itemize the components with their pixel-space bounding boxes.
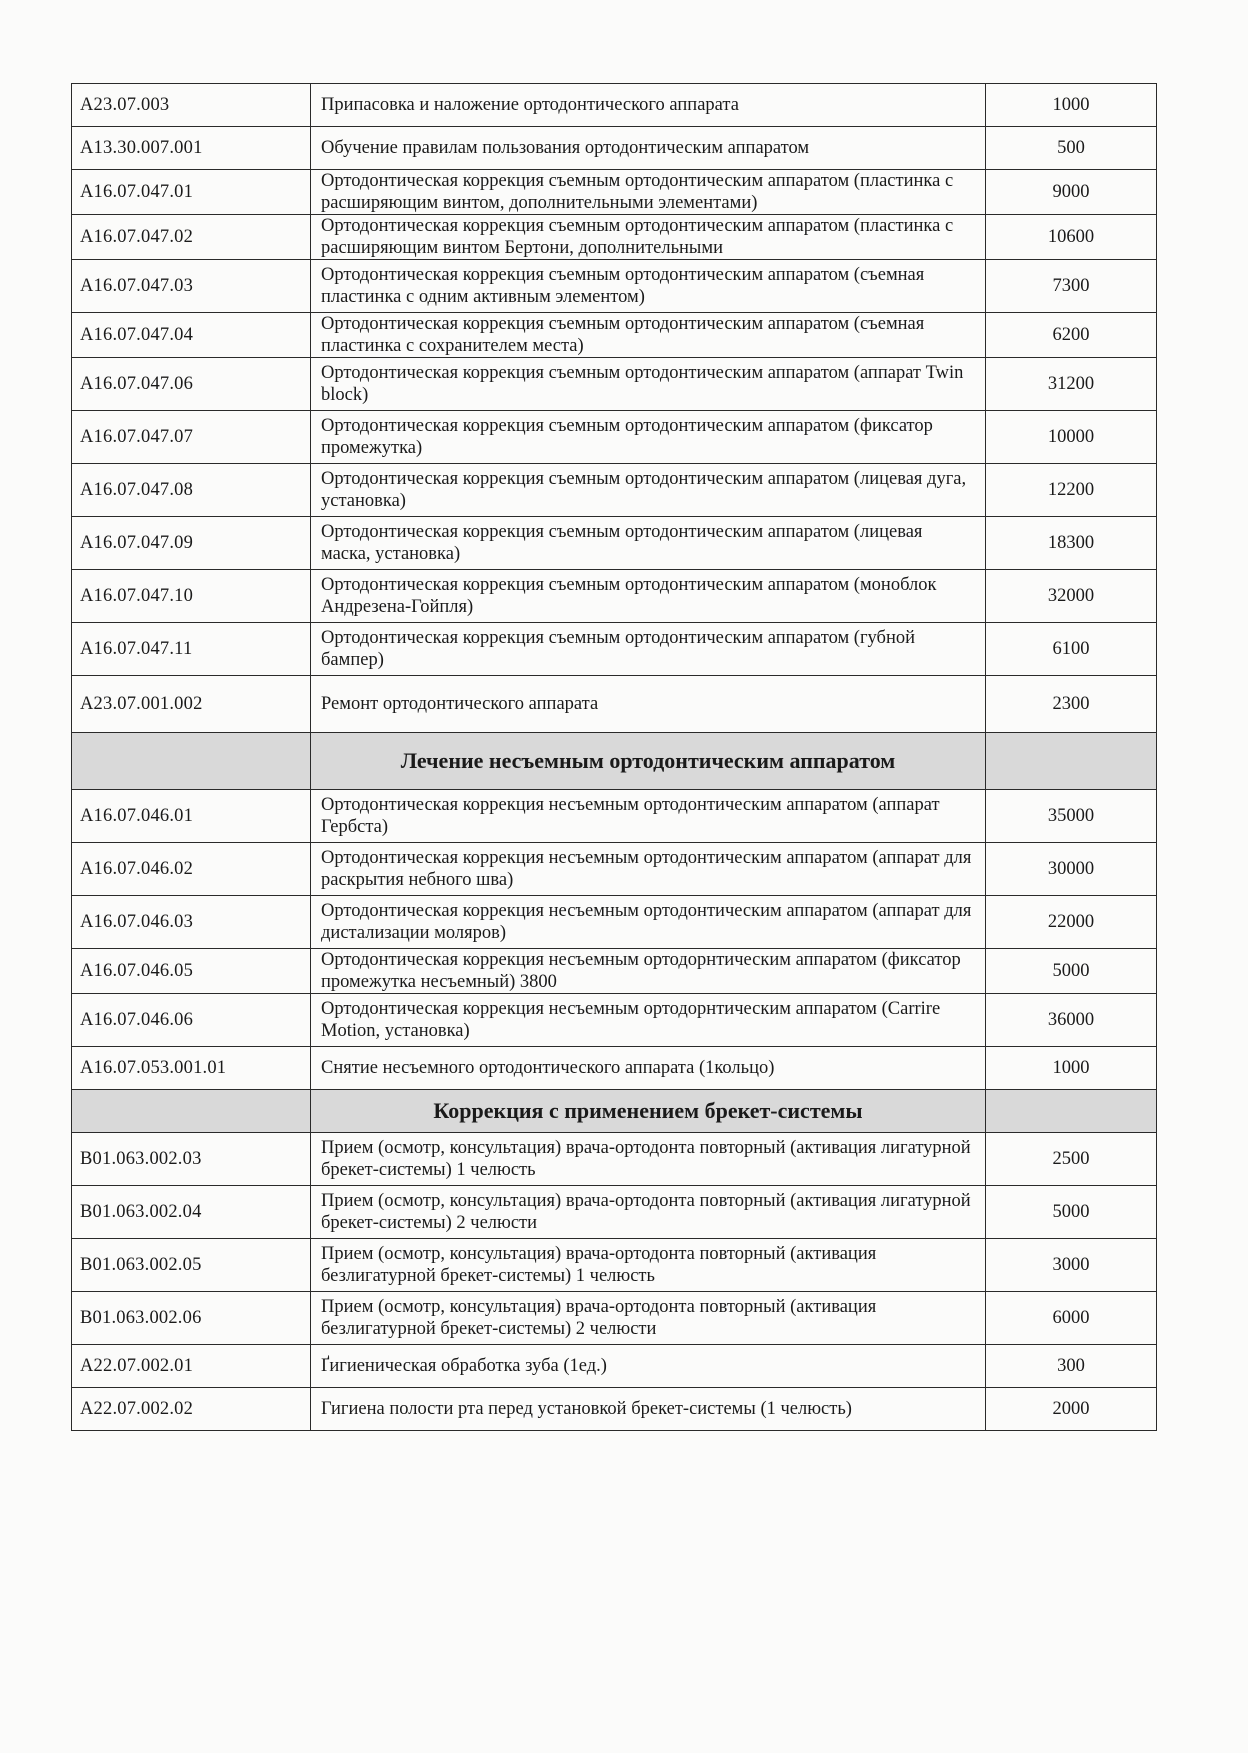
table-row bbox=[72, 949, 1157, 994]
service-price: 12200 bbox=[986, 464, 1157, 517]
table-row bbox=[72, 464, 1157, 517]
table-row bbox=[72, 260, 1157, 313]
table-row bbox=[72, 1133, 1157, 1186]
service-price: 10600 bbox=[986, 215, 1157, 260]
service-name: Ортодонтическая коррекция несъемным ортодонтическим аппаратом (аппарат для раскрытия небного шва) bbox=[311, 843, 986, 896]
table-row bbox=[72, 1186, 1157, 1239]
service-code: A16.07.047.04 bbox=[72, 313, 311, 358]
service-price: 2300 bbox=[986, 676, 1157, 733]
section-header-row bbox=[72, 733, 1157, 790]
section-price-cell bbox=[986, 1090, 1157, 1133]
table-row bbox=[72, 215, 1157, 260]
table-row bbox=[72, 1047, 1157, 1090]
service-price: 7300 bbox=[986, 260, 1157, 313]
service-name: Гигиена полости рта перед установкой брекет-системы (1 челюсть) bbox=[311, 1388, 986, 1431]
table-row bbox=[72, 843, 1157, 896]
table-row bbox=[72, 1239, 1157, 1292]
service-name: Прием (осмотр, консультация) врача-ортодонта повторный (активация лигатурной брекет-системы) 1 челюсть bbox=[311, 1133, 986, 1186]
table-row bbox=[72, 84, 1157, 127]
table-row bbox=[72, 570, 1157, 623]
service-code: B01.063.002.04 bbox=[72, 1186, 311, 1239]
table-row bbox=[72, 994, 1157, 1047]
service-code: A16.07.046.02 bbox=[72, 843, 311, 896]
service-price: 2500 bbox=[986, 1133, 1157, 1186]
service-price: 500 bbox=[986, 127, 1157, 170]
service-code: A16.07.053.001.01 bbox=[72, 1047, 311, 1090]
table-row bbox=[72, 1388, 1157, 1431]
table-row bbox=[72, 170, 1157, 215]
service-name: Ортодонтическая коррекция съемным ортодонтическим аппаратом (пластинка с расширяющим винтом Бертони, дополнительными bbox=[311, 215, 986, 260]
section-code-cell bbox=[72, 1090, 311, 1133]
service-code: A22.07.002.02 bbox=[72, 1388, 311, 1431]
service-price: 32000 bbox=[986, 570, 1157, 623]
service-name: Ортодонтическая коррекция съемным ортодонтическим аппаратом (губной бампер) bbox=[311, 623, 986, 676]
service-name: Ортодонтическая коррекция съемным ортодонтическим аппаратом (лицевая дуга, установка) bbox=[311, 464, 986, 517]
section-code-cell bbox=[72, 733, 311, 790]
price-list-body bbox=[72, 84, 1157, 1431]
service-name: Ортодонтическая коррекция несъемным ортодорнтическим аппаратом (фиксатор промежутка несъемный) 3800 bbox=[311, 949, 986, 994]
service-code: A16.07.047.01 bbox=[72, 170, 311, 215]
service-code: A13.30.007.001 bbox=[72, 127, 311, 170]
table-row bbox=[72, 411, 1157, 464]
service-code: A22.07.002.01 bbox=[72, 1345, 311, 1388]
service-price: 6100 bbox=[986, 623, 1157, 676]
table-row bbox=[72, 790, 1157, 843]
service-price: 6200 bbox=[986, 313, 1157, 358]
service-name: Ортодонтическая коррекция съемным ортодонтическим аппаратом (съемная пластинка с сохранителем места) bbox=[311, 313, 986, 358]
service-name: Припасовка и наложение ортодонтического аппарата bbox=[311, 84, 986, 127]
service-name: Ортодонтическая коррекция несъемным ортодорнтическим аппаратом (Carrire Motion, установка) bbox=[311, 994, 986, 1047]
table-row bbox=[72, 127, 1157, 170]
service-name: Прием (осмотр, консультация) врача-ортодонта повторный (активация лигатурной брекет-системы) 2 челюсти bbox=[311, 1186, 986, 1239]
service-price: 9000 bbox=[986, 170, 1157, 215]
service-code: A16.07.047.09 bbox=[72, 517, 311, 570]
section-title: Коррекция с применением брекет-системы bbox=[311, 1090, 986, 1133]
service-price: 22000 bbox=[986, 896, 1157, 949]
service-name: Прием (осмотр, консультация) врача-ортодонта повторный (активация безлигатурной брекет-системы) 2 челюсти bbox=[311, 1292, 986, 1345]
section-title: Лечение несъемным ортодонтическим аппаратом bbox=[311, 733, 986, 790]
table-row bbox=[72, 896, 1157, 949]
service-code: A16.07.047.07 bbox=[72, 411, 311, 464]
service-name: Снятие несъемного ортодонтического аппарата (1кольцо) bbox=[311, 1047, 986, 1090]
service-price: 36000 bbox=[986, 994, 1157, 1047]
service-name: Ремонт ортодонтического аппарата bbox=[311, 676, 986, 733]
service-price: 18300 bbox=[986, 517, 1157, 570]
table-row bbox=[72, 1292, 1157, 1345]
service-code: A23.07.001.002 bbox=[72, 676, 311, 733]
service-price: 1000 bbox=[986, 1047, 1157, 1090]
service-name: Ортодонтическая коррекция несъемным ортодонтическим аппаратом (аппарат Гербста) bbox=[311, 790, 986, 843]
service-name: Ортодонтическая коррекция несъемным ортодонтическим аппаратом (аппарат для дистализации моляров) bbox=[311, 896, 986, 949]
service-price: 300 bbox=[986, 1345, 1157, 1388]
service-price: 35000 bbox=[986, 790, 1157, 843]
service-name: Ортодонтическая коррекция съемным ортодонтическим аппаратом (моноблок Андрезена-Гойпля) bbox=[311, 570, 986, 623]
service-name: Прием (осмотр, консультация) врача-ортодонта повторный (активация безлигатурной брекет-системы) 1 челюсть bbox=[311, 1239, 986, 1292]
service-code: B01.063.002.05 bbox=[72, 1239, 311, 1292]
table-row bbox=[72, 676, 1157, 733]
service-code: A16.07.047.03 bbox=[72, 260, 311, 313]
service-price: 5000 bbox=[986, 1186, 1157, 1239]
price-list-table bbox=[71, 83, 1157, 1431]
service-code: B01.063.002.06 bbox=[72, 1292, 311, 1345]
service-code: B01.063.002.03 bbox=[72, 1133, 311, 1186]
service-code: A16.07.046.05 bbox=[72, 949, 311, 994]
service-price: 6000 bbox=[986, 1292, 1157, 1345]
service-price: 30000 bbox=[986, 843, 1157, 896]
service-name: Ортодонтическая коррекция съемным ортодонтическим аппаратом (аппарат Twin block) bbox=[311, 358, 986, 411]
service-price: 31200 bbox=[986, 358, 1157, 411]
service-code: A23.07.003 bbox=[72, 84, 311, 127]
service-name: Обучение правилам пользования ортодонтическим аппаратом bbox=[311, 127, 986, 170]
table-row bbox=[72, 517, 1157, 570]
service-code: A16.07.047.02 bbox=[72, 215, 311, 260]
service-price: 5000 bbox=[986, 949, 1157, 994]
table-row bbox=[72, 313, 1157, 358]
service-price: 2000 bbox=[986, 1388, 1157, 1431]
service-name: Ортодонтическая коррекция съемным ортодонтическим аппаратом (лицевая маска, установка) bbox=[311, 517, 986, 570]
service-price: 10000 bbox=[986, 411, 1157, 464]
service-code: A16.07.046.03 bbox=[72, 896, 311, 949]
service-code: A16.07.047.06 bbox=[72, 358, 311, 411]
service-name: Ґигиеническая обработка зуба (1ед.) bbox=[311, 1345, 986, 1388]
service-name: Ортодонтическая коррекция съемным ортодонтическим аппаратом (фиксатор промежутка) bbox=[311, 411, 986, 464]
service-name: Ортодонтическая коррекция съемным ортодонтическим аппаратом (пластинка с расширяющим винтом, дополнительными элементами) bbox=[311, 170, 986, 215]
service-price: 1000 bbox=[986, 84, 1157, 127]
service-code: A16.07.047.11 bbox=[72, 623, 311, 676]
service-name: Ортодонтическая коррекция съемным ортодонтическим аппаратом (съемная пластинка с одним активным элементом) bbox=[311, 260, 986, 313]
service-code: A16.07.046.01 bbox=[72, 790, 311, 843]
table-row bbox=[72, 1345, 1157, 1388]
service-code: A16.07.047.10 bbox=[72, 570, 311, 623]
table-row bbox=[72, 623, 1157, 676]
section-header-row bbox=[72, 1090, 1157, 1133]
service-price: 3000 bbox=[986, 1239, 1157, 1292]
table-row bbox=[72, 358, 1157, 411]
service-code: A16.07.046.06 bbox=[72, 994, 311, 1047]
service-code: A16.07.047.08 bbox=[72, 464, 311, 517]
section-price-cell bbox=[986, 733, 1157, 790]
